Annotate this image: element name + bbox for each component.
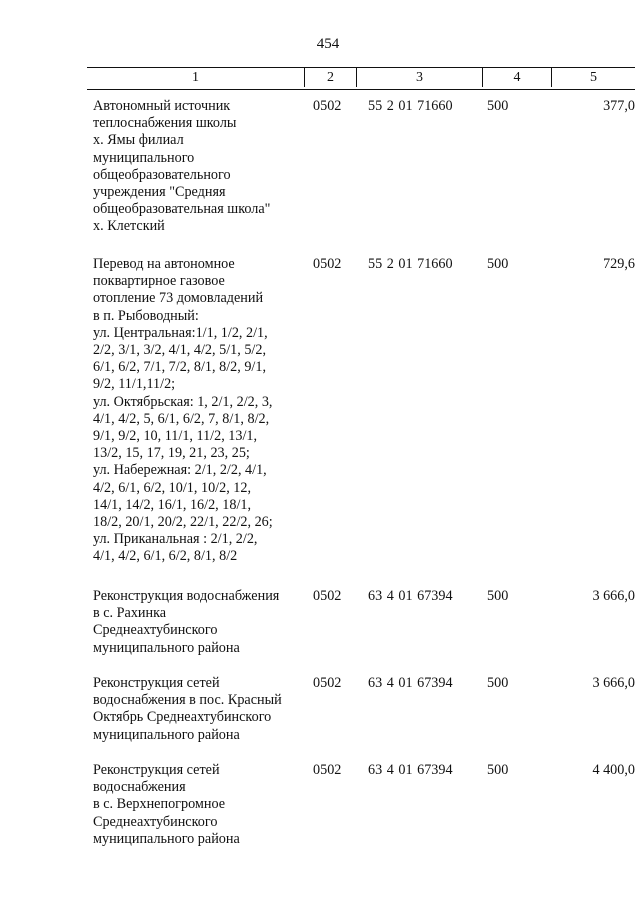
column-header-2: 2 bbox=[305, 68, 357, 87]
row-expense-type: 500 bbox=[487, 675, 509, 691]
row-amount: 377,0 bbox=[603, 98, 635, 114]
row-target-article: 63 4 01 67394 bbox=[368, 588, 453, 604]
row-section-code: 0502 bbox=[313, 762, 342, 778]
row-section-code: 0502 bbox=[313, 588, 342, 604]
row-target-article: 55 2 01 71660 bbox=[368, 98, 453, 114]
row-amount: 3 666,0 bbox=[592, 588, 635, 604]
row-section-code: 0502 bbox=[313, 256, 342, 272]
row-expense-type: 500 bbox=[487, 588, 509, 604]
column-header-3: 3 bbox=[357, 68, 483, 87]
row-amount: 729,6 bbox=[603, 256, 635, 272]
column-header-4: 4 bbox=[483, 68, 552, 87]
row-expense-type: 500 bbox=[487, 98, 509, 114]
row-name: Реконструкция водоснабжения в с. Рахинка Среднеахтубинского муниципального района bbox=[93, 588, 280, 656]
row-section-code: 0502 bbox=[313, 675, 342, 691]
row-name: Автономный источник теплоснабжения школы х. Ямы филиал муниципального общеобразовательного учреждения "Средняя общеобразовательная школа" х. Клетский bbox=[93, 98, 271, 235]
row-name: Реконструкция сетей водоснабжения в пос. Красный Октябрь Среднеахтубинского муниципального района bbox=[93, 675, 282, 743]
row-amount: 4 400,0 bbox=[592, 762, 635, 778]
page-number: 454 bbox=[316, 36, 340, 52]
row-target-article: 63 4 01 67394 bbox=[368, 762, 453, 778]
row-name: Перевод на автономное поквартирное газовое отопление 73 домовладений в п. Рыбоводный: ул. Центральная:1/1, 1/2, 2/1, 2/2, 3/1, 3/2, 4/1, 4/2, 5/1, 5/2, 6/1, 6/2, 7/1, 7/2, 8/1, 8/2, 9/1, 9/2, 11/1,11/2; ул. Октябрьская: 1, 2/1, 2/2, 3, 4/1, 4/2, 5, 6/1, 6/2, 7, 8/1, 8/2, 9/1, 9/2, 10, 11/1, 11/2, 13/1, 13/2, 15, 17, 19, 21, 23, 25; ул. Набережная: 2/1, 2/2, 4/1, 4/2, 6/1, 6/2, 10/1, 10/2, 12, 14/1, 14/2, 16/1, 16/2, 18/1, 18/2, 20/1, 20/2, 22/1, 22/2, 26; ул. Приканальная : 2/1, 2/2, 4/1, 4/2, 6/1, 6/2, 8/1, 8/2 bbox=[93, 256, 273, 565]
column-header-5: 5 bbox=[590, 70, 597, 85]
row-expense-type: 500 bbox=[487, 256, 509, 272]
row-target-article: 63 4 01 67394 bbox=[368, 675, 453, 691]
row-section-code: 0502 bbox=[313, 98, 342, 114]
row-name: Реконструкция сетей водоснабжения в с. Верхнепогромное Среднеахтубинского муниципального района bbox=[93, 762, 240, 847]
table-header bbox=[87, 67, 635, 90]
row-amount: 3 666,0 bbox=[592, 675, 635, 691]
row-target-article: 55 2 01 71660 bbox=[368, 256, 453, 272]
row-expense-type: 500 bbox=[487, 762, 509, 778]
column-header-1: 1 bbox=[87, 68, 305, 87]
